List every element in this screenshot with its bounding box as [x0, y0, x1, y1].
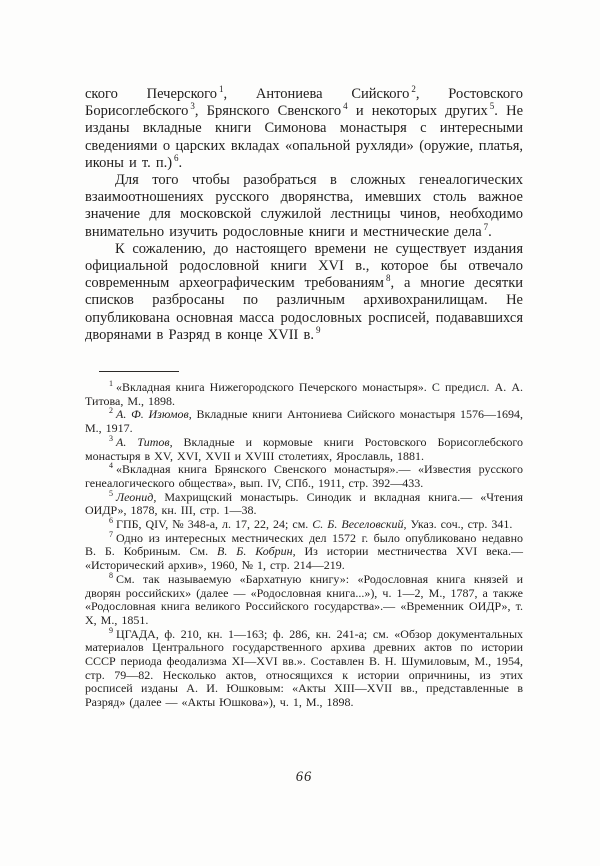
footnote: $^8$ См. так называемую «Бархатную книгу»: «Родословная книга князей и дворян российских» (далее — «Родословная книга...»), ч. 1—2, М., 1787, а также «Родословная книга великого Российского государства».— «Временник ОИДР», т. X, М., 1851. — [85, 570, 523, 627]
body-text — [85, 86, 523, 344]
footnote-reference: 3 — [190, 101, 195, 112]
footnote: $^1$ «Вкладная книга Нижегородского Печерского монастыря». С предисл. А. А. Титова, М., 1898. — [85, 379, 523, 408]
footnote-number: 1 — [109, 379, 113, 388]
footnote-number: 3 — [109, 433, 113, 443]
footnote-reference: 2 — [411, 84, 416, 95]
footnote: $^2$ А. Ф. Изюмов, Вкладные книги Антониева Сийского монастыря 1576—1694, М., 1917. — [85, 406, 523, 436]
footnote-reference: 1 — [218, 84, 224, 95]
body-paragraph: ского Печерского $^1$, Антониева Сийского $^2$, Ростовского Борисоглебского $^3$, Брянского Свенского $^4$ и некоторых других $^5$. Не изданы вкладные книги Симонова монастыря с интересными сведениями о царских вкладах «опальной рухляди» (оружие, платья, иконы и т. п.) $^6$. — [85, 84, 524, 171]
footnote-number: 2 — [109, 406, 113, 416]
footnote: $^9$ ЦГАДА, ф. 210, кн. 1—163; ф. 286, кн. 241-а; см. «Обзор документальных материалов Центрального государственного архива древних актов по истории СССР периода феодализма XI—XVI вв.». Составлен В. Н. Шумиловым, М., 1954, стр. 79—82. Несколько актов, относящихся к истории опричнины, из этих росписей изданы А. И. Юшковым: «Акты XIII—XVII вв., представленные в Разряд» (далее — «Акты Юшкова»), ч. 1, М., 1898. — [85, 625, 523, 710]
footnote-reference: 6 — [174, 152, 179, 163]
italic-author-name: А. Титов, — [116, 434, 173, 449]
footnote: $^5$ Леонид, Махрищский монастырь. Синодик и вкладная книга.— «Чтения ОИДР», 1878, кн. III, стр. 1—38. — [85, 488, 523, 518]
footnote-reference: 5 — [489, 101, 495, 112]
footnote-number: 7 — [109, 529, 113, 539]
italic-author-name: В. Б. Кобрин, — [217, 544, 296, 559]
footnote: $^4$ «Вкладная книга Брянского Свенского монастыря».— «Известия русского генеалогического общества», вып. IV, СПб., 1911, стр. 392—433. — [85, 461, 523, 490]
footnote-number: 9 — [109, 625, 113, 635]
body-paragraph: Для того чтобы разобраться в сложных генеалогических взаимоотношениях русского дворянства, имевших столь важное значение для московской служилой лестницы чинов, необходимо внимательно изучить родословные книги и местнические дела $^7$. — [85, 172, 523, 240]
footnote-reference: 9 — [315, 325, 321, 336]
italic-author-name: Леонид, — [116, 489, 157, 504]
footnote-reference: 7 — [483, 221, 489, 232]
footnote: $^3$ А. Титов, Вкладные и кормовые книги Ростовского Борисоглебского монастыря в XV, XVI, XVII и XVIII столетиях, Ярославль, 1881. — [85, 433, 524, 463]
italic-author-name: А. Ф. Изюмов, — [116, 407, 192, 422]
footnote-reference: 4 — [343, 101, 348, 112]
footnote: $^7$ Одно из интересных местнических дел 1572 г. было опубликовано недавно В. Б. Кобриным. См. В. Б. Кобрин, Из истории местничества XVI века.— «Исторический архив», 1960, № 1, стр. 214—219. — [85, 529, 524, 573]
body-paragraph: К сожалению, до настоящего времени не существует издания официальной родословной книги XVI в., которое бы отвечало современным археографическим требованиям $^8$, а многие десятки списков разбросаны по различным архивохранилищам. Не опубликована основная масса родословных росписей, подававшихся дворянами в Разряд в конце XVII в. $^9$ — [85, 240, 523, 343]
footnote-reference: 8 — [385, 273, 391, 284]
footnote-separator — [99, 371, 179, 372]
footnotes — [85, 381, 523, 710]
footnote-number: 8 — [109, 570, 113, 580]
italic-author-name: С. Б. Веселовский, — [312, 517, 407, 532]
footnote-number: 5 — [109, 488, 113, 498]
footnote-number: 4 — [109, 461, 113, 471]
footnote-number: 6 — [109, 516, 113, 526]
page-number: 66 — [295, 769, 313, 785]
footnote: $^6$ ГПБ, QIV, № 348-а, л. 17, 22, 24; см. С. Б. Веселовский, Указ. соч., стр. 341. — [109, 516, 513, 532]
